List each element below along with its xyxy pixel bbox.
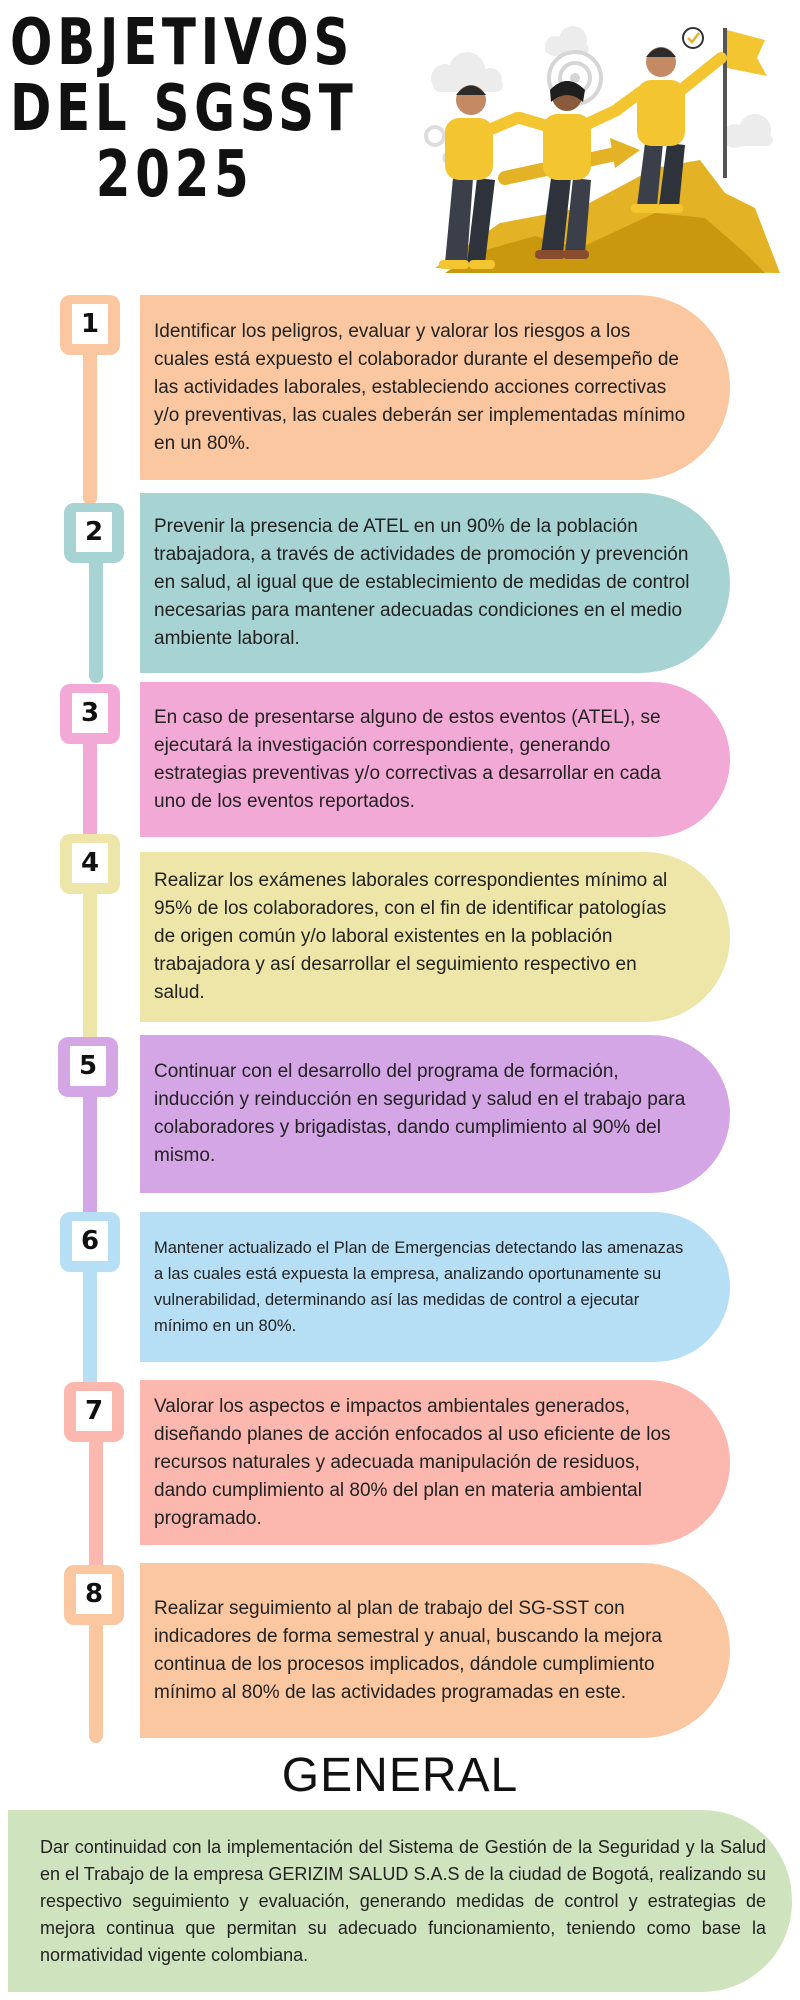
objective-6: [0, 1212, 800, 1362]
objective-2-number: 2: [76, 512, 112, 552]
objective-4-text: Realizar los exámenes laborales correspondientes mínimo al 95% de los colaboradores, con el fin de identificar patologías de origen común y/o laboral existentes en la población trabajadora y así desarrollar el seguimiento respectivo en salud.: [140, 852, 730, 1022]
objective-7: [0, 1380, 800, 1545]
objective-6-number: 6: [72, 1221, 108, 1261]
objective-4-number: 4: [72, 843, 108, 883]
objective-4-badge: [60, 834, 120, 894]
teamwork-illustration: [405, 18, 785, 283]
objective-3-number: 3: [72, 693, 108, 733]
objective-2-text: Prevenir la presencia de ATEL en un 90% de la población trabajadora, a través de actividades de promoción y prevención en salud, al igual que de establecimiento de medidas de control necesarias para mantener adecuadas condiciones en el medio ambiente laboral.: [140, 493, 730, 673]
objective-7-badge: [64, 1382, 124, 1442]
objective-2-badge: [64, 503, 124, 563]
objective-3-badge: [60, 684, 120, 744]
title-line-1: OBJETIVOS: [10, 6, 355, 80]
objective-4-stem: [83, 872, 97, 1057]
objective-2: [0, 493, 800, 673]
objective-5-badge: [58, 1037, 118, 1097]
objective-1-text: Identificar los peligros, evaluar y valorar los riesgos a los cuales está expuesto el colaborador durante el desempeño de las actividades laborales, estableciendo acciones correctivas y/o preventivas, las cuales deberán ser implementadas mínimo en un 80%.: [140, 295, 730, 480]
objective-7-text: Valorar los aspectos e impactos ambientales generados, diseñando planes de acción enfocados al uso eficiente de los recursos naturales y adecuada manipulación de residuos, dando cumplimiento al 80% del plan en materia ambiental programado.: [140, 1380, 730, 1545]
objective-1-number: 1: [72, 304, 108, 344]
objective-8-text: Realizar seguimiento al plan de trabajo del SG-SST con indicadores de forma semestral y anual, buscando la mejora continua de los procesos implicados, dándole cumplimiento mínimo al 80% de las actividades programadas en este.: [140, 1563, 730, 1738]
title-line-2: DEL SGSST: [10, 72, 358, 146]
objective-6-text: Mantener actualizado el Plan de Emergencias detectando las amenazas a las cuales está expuesta la empresa, analizando oportunamente su vulnerabilidad, determinando así las medidas de control a ejecutar mínimo en un 80%.: [140, 1212, 730, 1362]
title-line-3: 2025: [95, 138, 254, 212]
objective-8-badge: [64, 1565, 124, 1625]
objective-5-number: 5: [70, 1046, 106, 1086]
objective-5: [0, 1035, 800, 1195]
objective-6-badge: [60, 1212, 120, 1272]
objective-3: [0, 682, 800, 837]
objective-7-number: 7: [76, 1391, 112, 1431]
page-title: [10, 6, 370, 212]
objective-1: [0, 295, 800, 490]
objective-8: [0, 1563, 800, 1748]
objective-4: [0, 832, 800, 1022]
objective-8-number: 8: [76, 1574, 112, 1614]
general-objective-text: Dar continuidad con la implementación del Sistema de Gestión de la Seguridad y la Salud en el Trabajo de la empresa GERIZIM SALUD S.A.S de la ciudad de Bogotá, realizando su respectivo seguimiento y evaluación, generando medidas de control y estrategias de mejora continua que permitan su adecuado funcionamiento, teniendo como base la normatividad vigente colombiana.: [8, 1810, 792, 1992]
general-title: GENERAL: [281, 1749, 519, 1802]
objective-5-text: Continuar con el desarrollo del programa de formación, inducción y reinducción en seguridad y salud en el trabajo para colaboradores y brigadistas, dando cumplimiento al 90% del mismo.: [140, 1035, 730, 1193]
objective-1-badge: [60, 295, 120, 355]
objective-3-text: En caso de presentarse alguno de estos eventos (ATEL), se ejecutará la investigación correspondiente, generando estrategias preventivas y/o correctivas a desarrollar en cada uno de los eventos reportados.: [140, 682, 730, 837]
objective-1-stem: [83, 335, 97, 505]
